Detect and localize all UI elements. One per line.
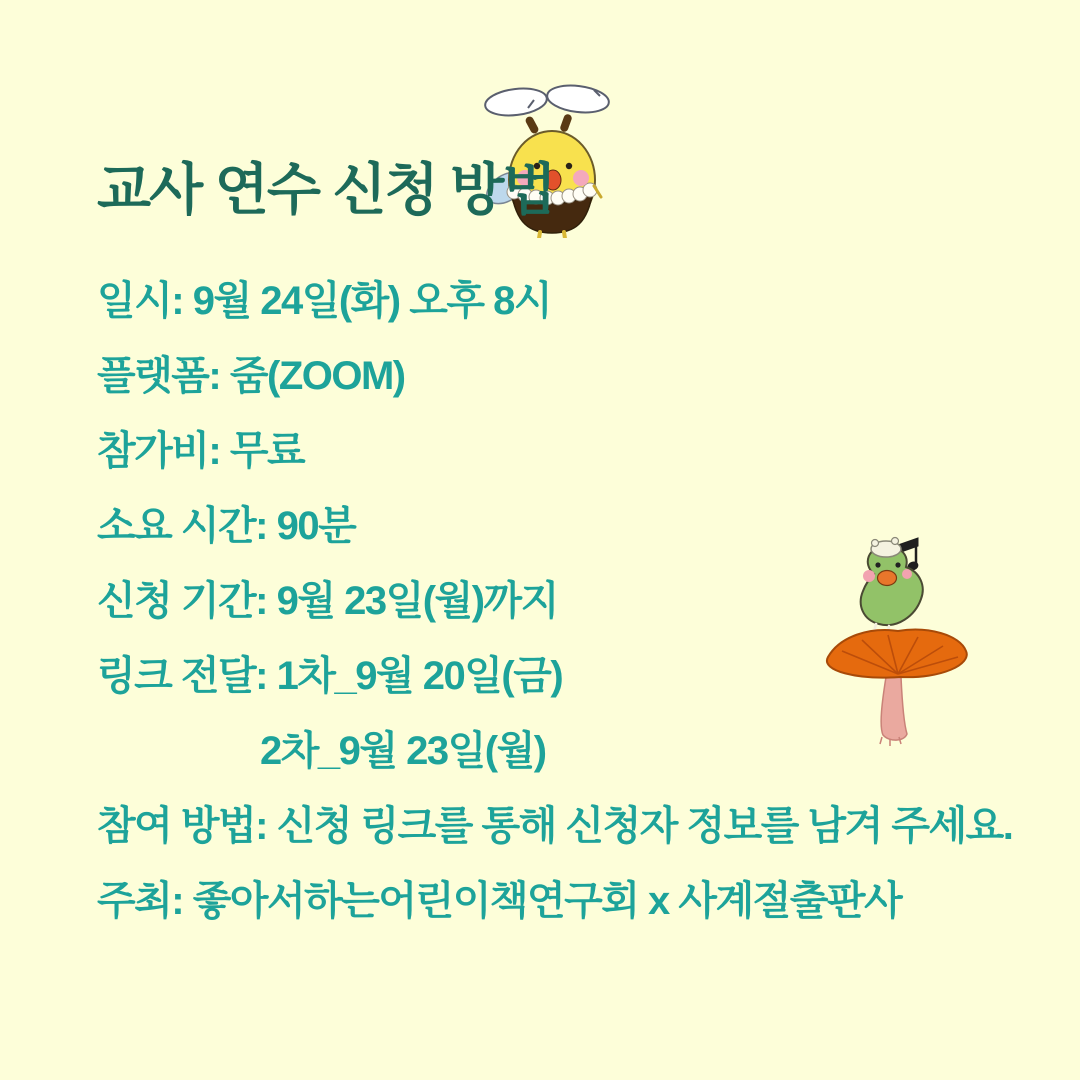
- info-line-apply-period: 신청 기간: 9월 23일(월)까지: [97, 579, 558, 623]
- info-line-host: 주최: 좋아서하는어린이책연구회 x 사계절출판사: [97, 879, 902, 923]
- mushroom-icon: [827, 630, 967, 746]
- info-line-link-delivery-1: 링크 전달: 1차_9월 20일(금): [97, 654, 563, 698]
- frog-icon: [861, 538, 923, 643]
- flight-loop-icon: [484, 82, 611, 118]
- poster-title: 교사 연수 신청 방법: [97, 158, 555, 221]
- info-line-link-delivery-2: 2차_9월 23일(월): [260, 729, 546, 773]
- info-line-how-to-join: 참여 방법: 신청 링크를 통해 신청자 정보를 남겨 주세요.: [97, 804, 1013, 848]
- info-line-duration: 소요 시간: 90분: [97, 504, 356, 548]
- frog-on-mushroom-illustration: [812, 536, 994, 748]
- info-line-fee: 참가비: 무료: [97, 429, 305, 473]
- info-line-platform: 플랫폼: 줌(ZOOM): [97, 354, 405, 398]
- info-line-datetime: 일시: 9월 24일(화) 오후 8시: [97, 279, 552, 323]
